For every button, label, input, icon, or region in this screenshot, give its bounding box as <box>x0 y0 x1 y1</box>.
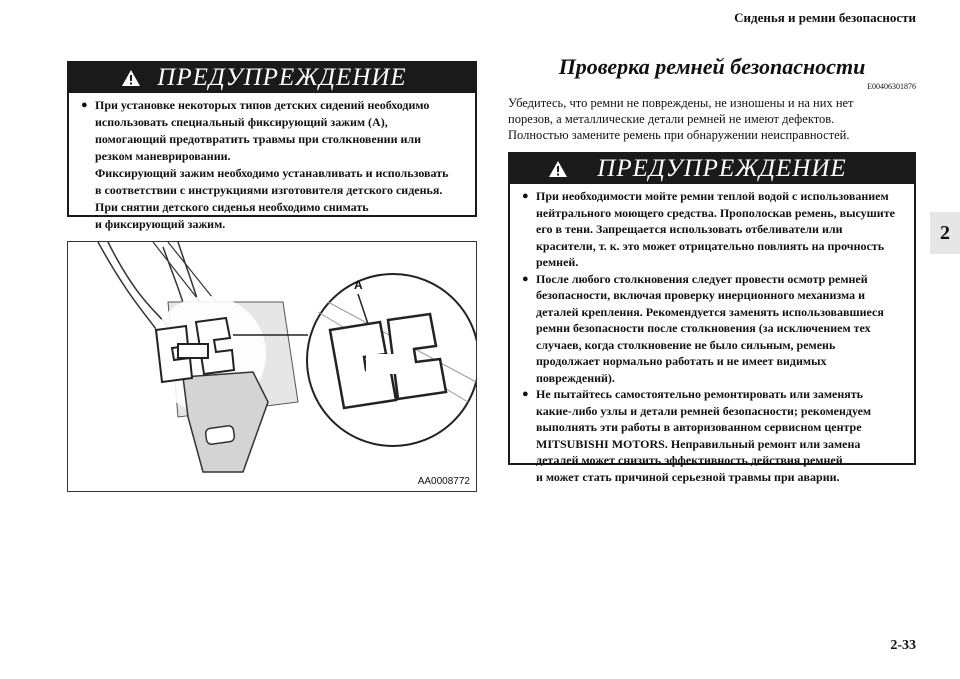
seat-belt-clip-illustration <box>67 241 477 492</box>
text-line: случаев, когда столкновение не было сильным, ремень <box>536 337 836 352</box>
callout-label-a: A <box>354 278 363 292</box>
text-line: нейтрального моющего средства. Прополоскав ремень, высушите <box>536 205 895 220</box>
text-line: и фиксирующий зажим. <box>95 217 226 231</box>
section-title: Проверка ремней безопасности <box>558 54 866 79</box>
text-line: красители, т. к. это может отрицательно повлиять на прочность <box>536 238 885 253</box>
text-line: выполнять эти работы в авторизованном сервисном центре <box>536 420 862 434</box>
bullet-item <box>522 188 904 271</box>
chapter-tab: 2 <box>930 212 960 254</box>
page-number: 2-33 <box>890 638 916 653</box>
figure-code: AA0008772 <box>417 476 470 487</box>
section-body <box>508 95 918 143</box>
bullet-icon: ● <box>81 99 88 111</box>
page-header-title: Сиденья и ремни безопасности <box>734 10 916 25</box>
text-line: Полностью замените ремень при обнаружении неисправностей. <box>508 128 850 142</box>
text-line: ремней. <box>536 255 579 269</box>
warning-box-belt-care <box>508 152 916 484</box>
bullet-item <box>522 386 904 485</box>
text-line: деталей может снизить эффективность действия ремней <box>536 453 843 467</box>
text-line: порезов, а металлические детали ремней не имеют дефектов. <box>508 112 835 126</box>
text-line: использовать специальный фиксирующий зажим (A), <box>95 115 388 129</box>
text-line: в соответствии с инструкциями изготовителя детского сиденья. <box>95 183 443 197</box>
bullet-item <box>81 97 465 233</box>
text-line: деталей крепления. Рекомендуется заменять использовавшиеся <box>536 304 884 319</box>
bullet-icon: ● <box>522 190 529 202</box>
section-code: E00406301876 <box>867 82 916 91</box>
text-line: резком маневрировании. <box>95 149 231 163</box>
text-line: ремни безопасности после столкновения (за исключением тех <box>536 321 871 335</box>
warning-heading: ПРЕДУПРЕЖДЕНИЕ <box>157 64 407 91</box>
warning-triangle-icon <box>548 160 568 178</box>
warning-body <box>69 93 475 239</box>
warning-heading: ПРЕДУПРЕЖДЕНИЕ <box>597 155 847 182</box>
warning-header <box>510 154 914 184</box>
text-line: и может стать причиной серьезной травмы при аварии. <box>536 469 840 484</box>
text-line: Убедитесь, что ремни не повреждены, не изношены и на них нет <box>508 96 854 110</box>
text-line: MITSUBISHI MOTORS. Неправильный ремонт или замена <box>536 436 861 451</box>
text-line: какие-либо узлы и детали ремней безопасности; рекомендуем <box>536 403 872 418</box>
text-line: его в тени. Запрещается использовать отбеливатели или <box>536 222 843 236</box>
text-line: помогающий предотвратить травмы при столкновении или <box>95 132 422 146</box>
text-line: Фиксирующий зажим необходимо устанавливать и использовать <box>95 166 449 180</box>
warning-body <box>510 184 914 491</box>
text-line: При снятии детского сиденья необходимо снимать <box>95 200 369 214</box>
warning-triangle-icon <box>121 69 141 87</box>
text-line: продолжает нормально работать и не имеет видимых <box>536 354 827 368</box>
text-line: безопасности, включая проверку инерционного механизма и <box>536 288 866 302</box>
bullet-icon: ● <box>522 388 529 400</box>
text-line: После любого столкновения следует провести осмотр ремней <box>536 271 868 286</box>
bullet-item <box>522 271 904 387</box>
text-line: Не пытайтесь самостоятельно ремонтировать или заменять <box>536 387 864 401</box>
text-line: повреждений). <box>536 370 615 385</box>
text-line: При установке некоторых типов детских сидений необходимо <box>95 98 430 112</box>
text-line: При необходимости мойте ремни теплой водой с использованием <box>536 189 889 203</box>
warning-box-child-seat <box>67 61 477 231</box>
belt-clip-drawing <box>68 242 476 491</box>
warning-header <box>69 63 475 93</box>
bullet-icon: ● <box>522 272 529 285</box>
